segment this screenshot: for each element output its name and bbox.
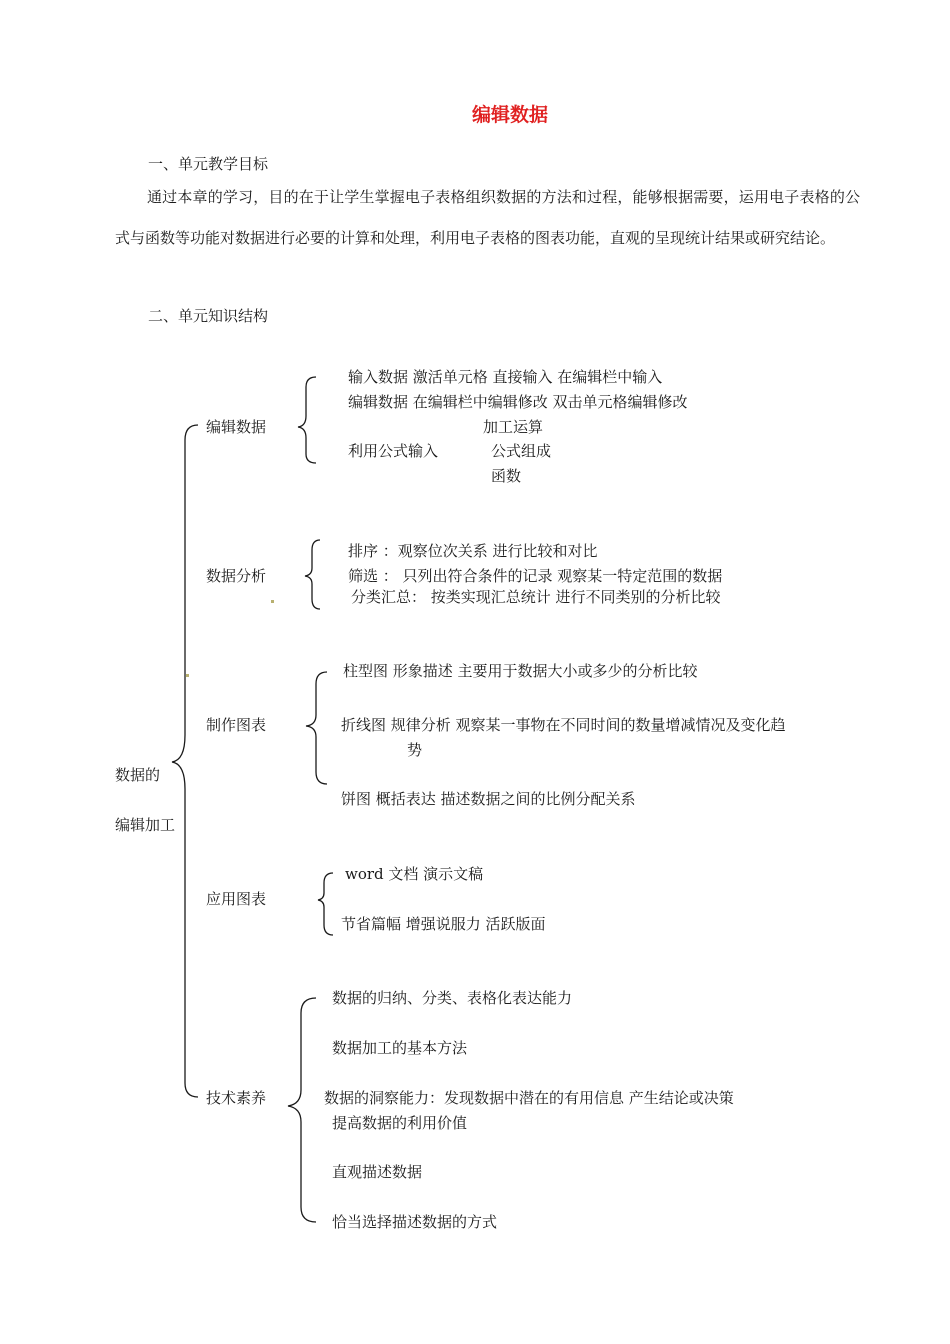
edit-line-4a: 利用公式输入 [348,442,439,460]
edit-brace [298,377,316,463]
analysis-brace [305,540,320,609]
skill-line-5: 恰当选择描述数据的方式 [332,1213,498,1231]
edit-line-3: 加工运算 [483,418,544,436]
chart-line-2: 折线图 规律分析 观察某一事物在不同时间的数量增减情况及变化趋 [341,716,786,734]
structure-heading: 二、单元知识结构 [148,307,269,325]
skill-line-2: 数据加工的基本方法 [332,1039,468,1057]
root-label-line1: 数据的 [115,766,161,784]
chart-line-3: 饼图 概括表达 描述数据之间的比例分配关系 [341,790,636,808]
apply-line-2: 节省篇幅 增强说服力 活跃版面 [341,915,546,933]
root-brace [172,425,198,1097]
skill-line-3b: 提高数据的利用价值 [332,1114,468,1132]
stray-mark [186,674,189,677]
chart-brace [306,672,327,784]
stray-mark [271,600,274,603]
skill-line-4: 直观描述数据 [332,1163,423,1181]
apply-label: 应用图表 [206,890,267,908]
analysis-line-1: 排序 ：观察位次关系 进行比较和对比 [348,542,598,560]
apply-line-1: word 文档 演示文稿 [345,865,484,883]
edit-line-5: 函数 [491,467,522,485]
skill-line-1: 数据的归纳、分类、表格化表达能力 [332,989,573,1007]
apply-brace [318,873,333,935]
goal-paragraph: 通过本章的学习，目的在于让学生掌握电子表格组织数据的方法和过程，能够根据需要，运用电子表格的公式与函数等功能对数据进行必要的计算和处理，利用电子表格的图表功能，直观的呈现统计结果或研究结论。 [115,188,860,247]
skill-label: 技术素养 [206,1089,267,1107]
skill-line-3: 数据的洞察能力：发现数据中潜在的有用信息 产生结论或决策 [324,1089,734,1107]
page-title: 编辑数据 [471,104,548,126]
analysis-line-2: 筛选 ： 只列出符合条件的记录 观察某一特定范围的数据 [348,567,723,585]
edit-line-4b: 公式组成 [491,442,552,460]
skill-brace [288,998,316,1222]
chart-line-1: 柱型图 形象描述 主要用于数据大小或多少的分析比较 [343,662,698,680]
root-label-line2: 编辑加工 [115,816,176,834]
analysis-label: 数据分析 [206,567,267,585]
analysis-line-3: 分类汇总： 按类实现汇总统计 进行不同类别的分析比较 [351,588,721,606]
edit-line-1: 输入数据 激活单元格 直接输入 在编辑栏中输入 [348,368,663,386]
edit-label: 编辑数据 [206,418,267,436]
goal-heading: 一、单元教学目标 [148,155,269,173]
chart-label: 制作图表 [206,716,267,734]
chart-line-2b: 势 [407,741,423,759]
edit-line-2: 编辑数据 在编辑栏中编辑修改 双击单元格编辑修改 [348,393,688,411]
